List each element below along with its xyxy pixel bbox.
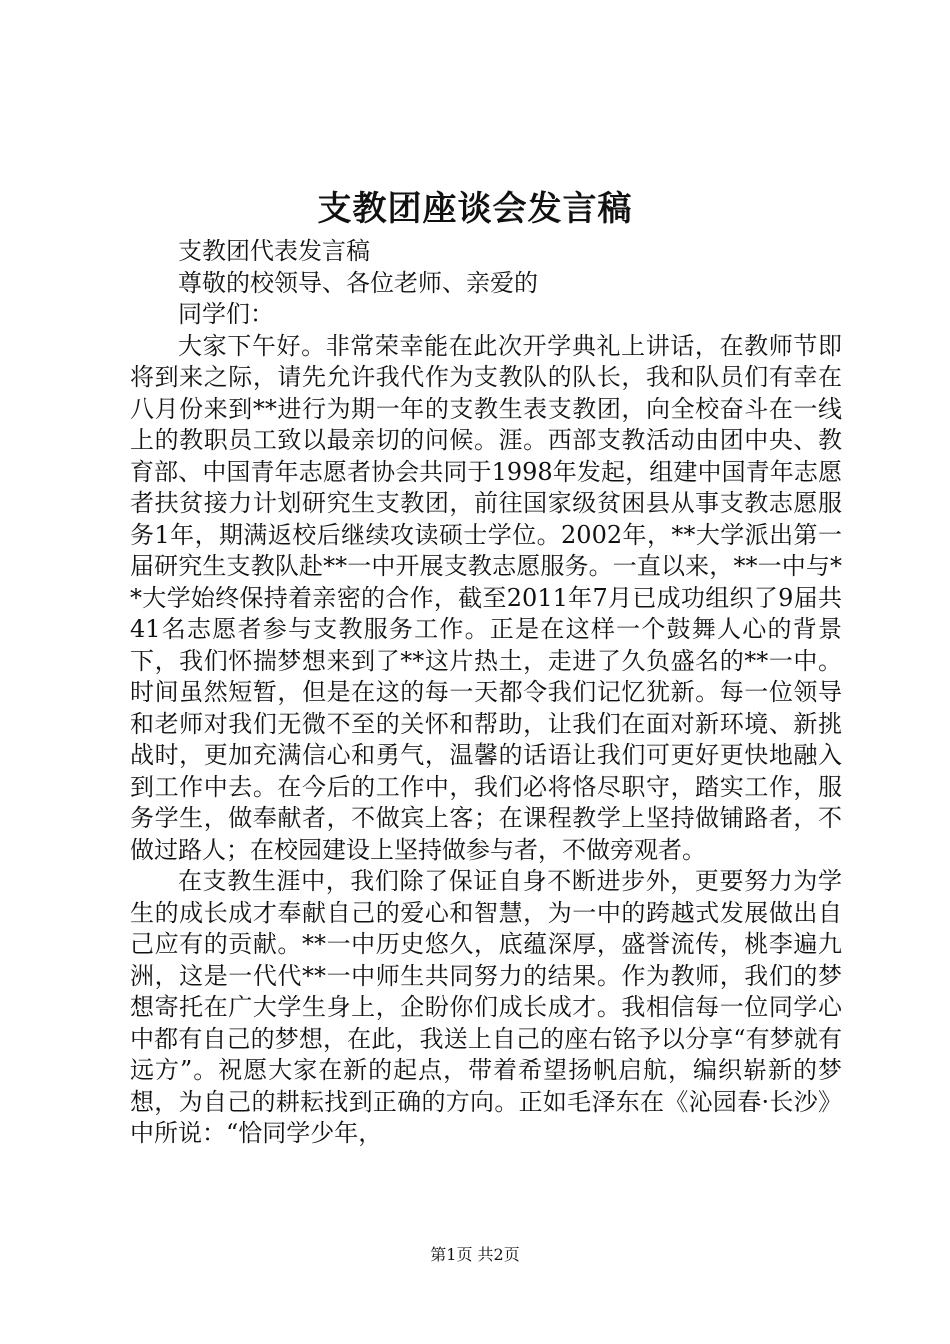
- intro-line-salutation: 尊敬的校领导、各位老师、亲爱的: [178, 268, 538, 297]
- document-title: 支教团座谈会发言稿: [317, 189, 633, 229]
- document-body: [130, 236, 842, 1150]
- body-paragraph-1: 大家下午好。非常荣幸能在此次开学典礼上讲话，在教师节即将到来之际，请先允许我代作为支教队的队长，我和队员们有幸在八月份来到**进行为期一年的支教生表支教团，向全校奋斗在一线上的教职员工致以最亲切的问候。涯。西部支教活动由团中央、教育部、中国青年志愿者协会共同于1998年发起，组建中国青年志愿者扶贫接力计划研究生支教团，前往国家级贫困县从事支教志愿服务1年，期满返校后继续攻读硕士学位。2002年，**大学派出第一届研究生支教队赴**一中开展支教志愿服务。一直以来，**一中与**大学始终保持着亲密的合作，截至2011年7月已成功组织了9届共41名志愿者参与支教服务工作。正是在这样一个鼓舞人心的背景下，我们怀揣梦想来到了**这片热土，走进了久负盛名的**一中。时间虽然短暂，但是在这的每一天都令我们记忆犹新。每一位领导和老师对我们无微不至的关怀和帮助，让我们在面对新环境、新挑战时，更加充满信心和勇气，温馨的话语让我们可更好更快地融入到工作中去。在今后的工作中，我们必将恪尽职守，踏实工作，服务学生，做奉献者，不做宾上客；在课程教学上坚持做铺路者，不做过路人；在校园建设上坚持做参与者，不做旁观者。: [130, 331, 842, 864]
- intro-line-heading: 支教团代表发言稿: [178, 237, 370, 265]
- body-paragraph-2: 在支教生涯中，我们除了保证自身不断进步外，更要努力为学生的成长成才奉献自己的爱心和智慧，为一中的跨越式发展做出自己应有的贡献。**一中历史悠久，底蕴深厚，盛誉流传，桃李遍九洲，这是一代代**一中师生共同努力的结果。作为教师，我们的梦想寄托在广大学生身上，企盼你们成长成才。我相信每一位同学心中都有自己的梦想，在此，我送上自己的座右铭予以分享“有梦就有远方”。祝愿大家在新的起点，带着希望扬帆启航，编织崭新的梦想，为自己的耕耘找到正确的方向。正如毛泽东在《沁园春·长沙》中所说：“恰同学少年，: [130, 867, 842, 1147]
- intro-line-salutation-cont: 同学们：: [178, 300, 274, 328]
- page-footer: 第1页 共2页: [430, 1245, 520, 1264]
